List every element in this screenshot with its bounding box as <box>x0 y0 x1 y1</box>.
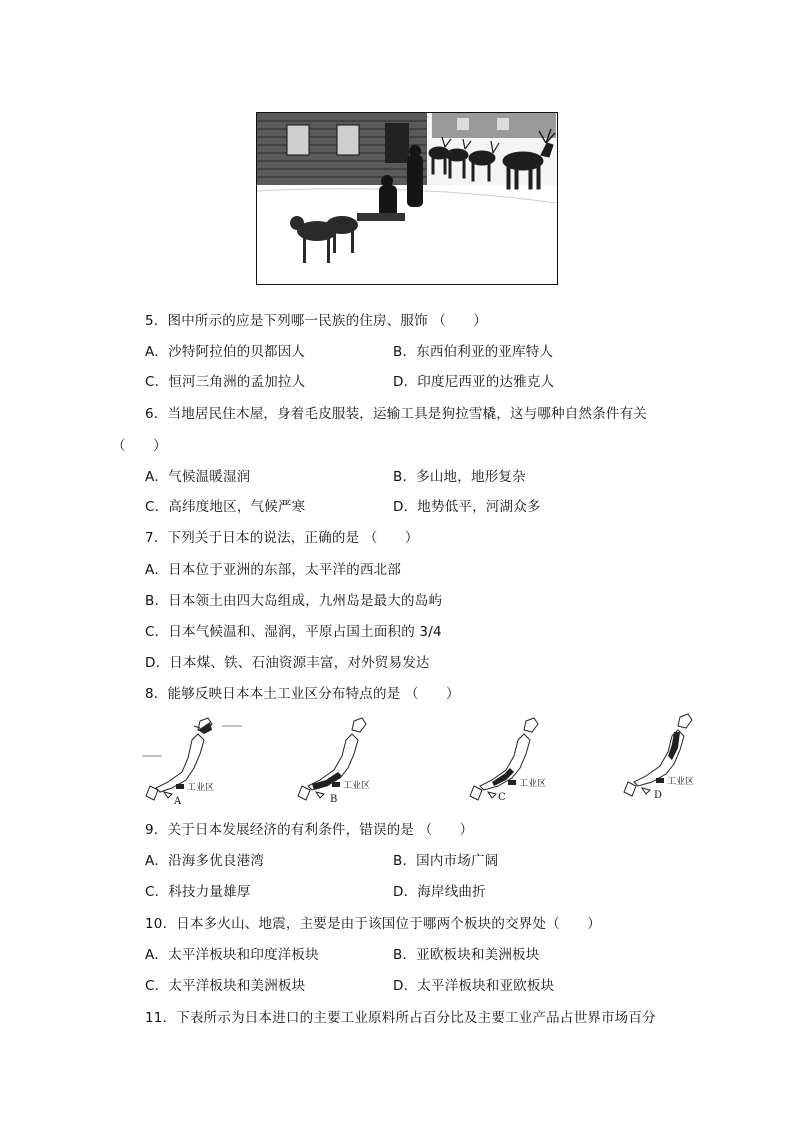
q7-option-b: B．日本领土由四大岛组成，九州岛是最大的岛屿 <box>145 593 443 609</box>
map-c-legend <box>508 776 546 789</box>
map-c-label: C <box>498 792 506 803</box>
q9-stem: 9．关于日本发展经济的有利条件，错误的是 （ ） <box>145 822 474 838</box>
q7-option-c: C．日本气候温和、湿润，平原占国土面积的 3/4 <box>145 624 442 640</box>
japan-map-d <box>618 712 758 812</box>
japan-map-a <box>142 716 282 816</box>
map-d-legend <box>656 774 694 787</box>
q10-option-a: A．太平洋板块和印度洋板块 <box>145 947 319 963</box>
japan-map-b <box>292 716 432 816</box>
q10-option-b: B．亚欧板块和美洲板块 <box>393 947 540 963</box>
q6-option-d: D．地势低平，河湖众多 <box>393 499 541 515</box>
map-a-legend <box>176 780 214 793</box>
legend-label: 工业区 <box>667 777 695 787</box>
q6-option-a: A．气候温暖湿润 <box>145 469 251 485</box>
q5-option-c: C．恒河三角洲的孟加拉人 <box>145 374 306 390</box>
q8-stem: 8．能够反映日本本土工业区分布特点的是 （ ） <box>145 686 460 702</box>
q6-stem-continued: （ ） <box>112 438 167 454</box>
q6-option-b: B．多山地，地形复杂 <box>393 469 526 485</box>
q9-option-c: C．科技力量雄厚 <box>145 884 251 900</box>
q7-stem: 7．下列关于日本的说法，正确的是 （ ） <box>145 530 419 546</box>
q10-option-c: C．太平洋板块和美洲板块 <box>145 978 306 994</box>
legend-label: 工业区 <box>343 781 371 791</box>
map-b-legend <box>332 778 370 791</box>
q9-option-d: D．海岸线曲折 <box>393 884 486 900</box>
industrial-zone-swatch <box>176 784 184 789</box>
industrial-zone-swatch <box>508 780 516 785</box>
q7-option-d: D．日本煤、铁、石油资源丰富，对外贸易发达 <box>145 655 430 671</box>
q9-option-b: B．国内市场广阔 <box>393 853 499 869</box>
map-a-label: A <box>174 796 182 807</box>
q6-option-c: C．高纬度地区，气候严寒 <box>145 499 306 515</box>
q10-option-d: D．太平洋板块和亚欧板块 <box>393 978 555 994</box>
legend-label: 工业区 <box>187 783 215 793</box>
map-b-label: B <box>330 794 338 805</box>
map-d-label: D <box>654 790 663 801</box>
q5-option-b: B．东西伯利亚的亚库特人 <box>393 344 554 360</box>
industrial-zone-swatch <box>656 778 664 783</box>
q7-option-a: A．日本位于亚洲的东部，太平洋的西北部 <box>145 562 402 578</box>
legend-label: 工业区 <box>519 779 547 789</box>
q5-option-a: A．沙特阿拉伯的贝都因人 <box>145 344 306 360</box>
japan-map-c <box>464 716 604 816</box>
q5-option-d: D．印度尼西亚的达雅克人 <box>393 374 555 390</box>
q9-option-a: A．沿海多优良港湾 <box>145 853 265 869</box>
photo-reindeer-dog-sled <box>256 112 558 285</box>
q11-stem: 11．下表所示为日本进口的主要工业原料所占百分比及主要工业产品占世界市场百分 <box>145 1010 656 1026</box>
q6-stem: 6．当地居民住木屋，身着毛皮服装，运输工具是狗拉雪橇，这与哪种自然条件有关 <box>145 406 647 422</box>
q10-stem: 10．日本多火山、地震，主要是由于该国位于哪两个板块的交界处（ ） <box>145 916 601 932</box>
q5-stem: 5．图中所示的应是下列哪一民族的住房、服饰 （ ） <box>145 313 488 329</box>
industrial-zone-swatch <box>332 782 340 787</box>
